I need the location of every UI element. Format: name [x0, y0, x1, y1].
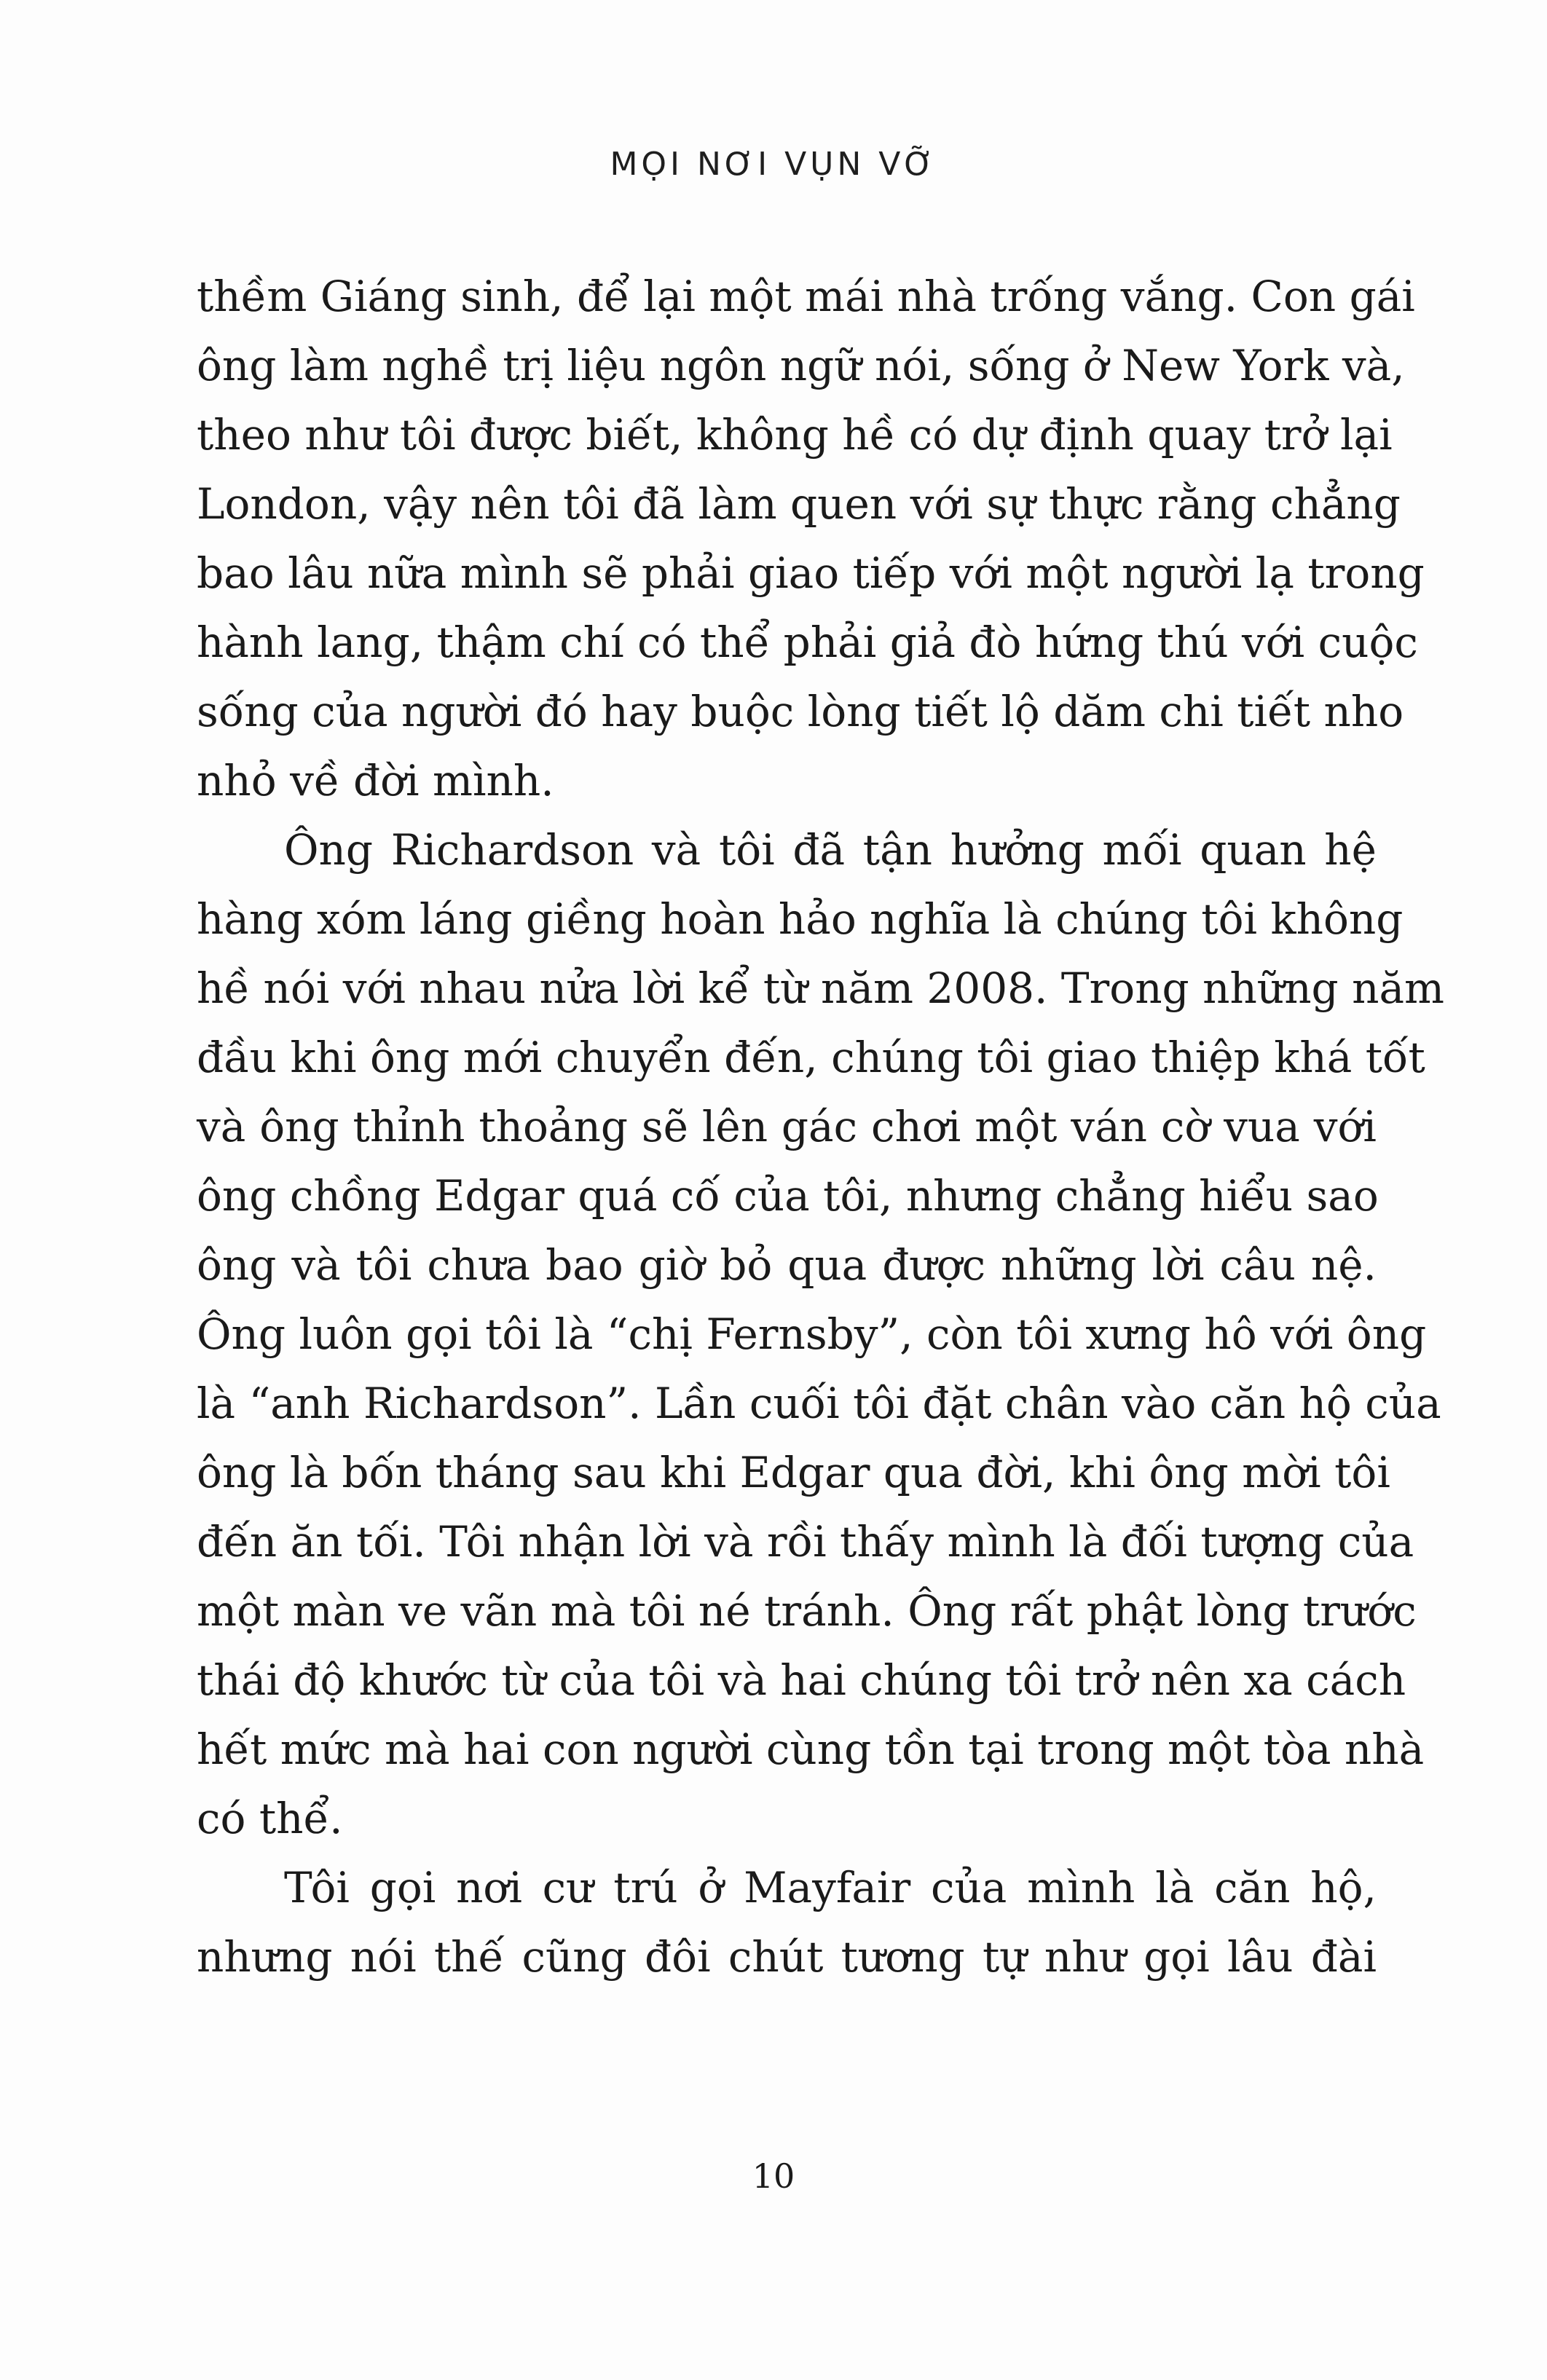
text-line: Ông luôn gọi tôi là “chị Fernsby”, còn tôi xưng hô với ông — [197, 1309, 1427, 1359]
text-line: ông là bốn tháng sau khi Edgar qua đời, khi ông mời tôi — [197, 1448, 1390, 1497]
text-line: nhỏ về đời mình. — [197, 756, 554, 805]
body-text — [197, 262, 1445, 1992]
text-line: đến ăn tối. Tôi nhận lời và rồi thấy mình là đối tượng của — [197, 1517, 1414, 1567]
text-line: London, vậy nên tôi đã làm quen với sự thực rằng chẳng — [197, 479, 1401, 529]
text-line: và ông thỉnh thoảng sẽ lên gác chơi một ván cờ vua với — [197, 1102, 1377, 1151]
paragraph-1 — [197, 262, 1425, 816]
text-line: hề nói với nhau nửa lời kể từ năm 2008. Trong những năm — [197, 964, 1445, 1013]
paragraph-3 — [197, 1853, 1377, 1992]
text-line: Tôi gọi nơi cư trú ở Mayfair của mình là căn hộ, — [284, 1863, 1377, 1912]
text-line: đầu khi ông mới chuyển đến, chúng tôi giao thiệp khá tốt — [197, 1033, 1425, 1082]
text-line: ông và tôi chưa bao giờ bỏ qua được những lời câu nệ. — [197, 1240, 1377, 1290]
text-line: là “anh Richardson”. Lần cuối tôi đặt chân vào căn hộ của — [197, 1379, 1441, 1428]
text-line: nhưng nói thế cũng đôi chút tương tự như gọi lâu đài — [197, 1932, 1377, 1982]
running-title: MỌI NƠI VỤN VỠ — [610, 146, 937, 183]
text-line: có thể. — [197, 1794, 343, 1843]
text-line: sống của người đó hay buộc lòng tiết lộ dăm chi tiết nho — [197, 687, 1404, 736]
text-line: bao lâu nữa mình sẽ phải giao tiếp với một người lạ trong — [197, 548, 1425, 598]
text-line: thềm Giáng sinh, để lại một mái nhà trống vắng. Con gái — [197, 272, 1415, 321]
text-line: hành lang, thậm chí có thể phải giả đò hứng thú với cuộc — [197, 618, 1418, 667]
text-line: thái độ khước từ của tôi và hai chúng tôi trở nên xa cách — [197, 1655, 1406, 1705]
text-line: hàng xóm láng giềng hoàn hảo nghĩa là chúng tôi không — [197, 894, 1404, 944]
text-line: Ông Richardson và tôi đã tận hưởng mối quan hệ — [284, 825, 1377, 875]
paragraph-2 — [197, 816, 1445, 1853]
page-number: 10 — [752, 2156, 795, 2196]
text-line: hết mức mà hai con người cùng tồn tại trong một tòa nhà — [197, 1725, 1425, 1774]
text-line: ông làm nghề trị liệu ngôn ngữ nói, sống ở New York và, — [197, 341, 1405, 390]
text-line: một màn ve vãn mà tôi né tránh. Ông rất phật lòng trước — [197, 1586, 1417, 1636]
text-line: theo như tôi được biết, không hề có dự định quay trở lại — [197, 410, 1393, 460]
text-line: ông chồng Edgar quá cố của tôi, nhưng chẳng hiểu sao — [197, 1171, 1379, 1221]
